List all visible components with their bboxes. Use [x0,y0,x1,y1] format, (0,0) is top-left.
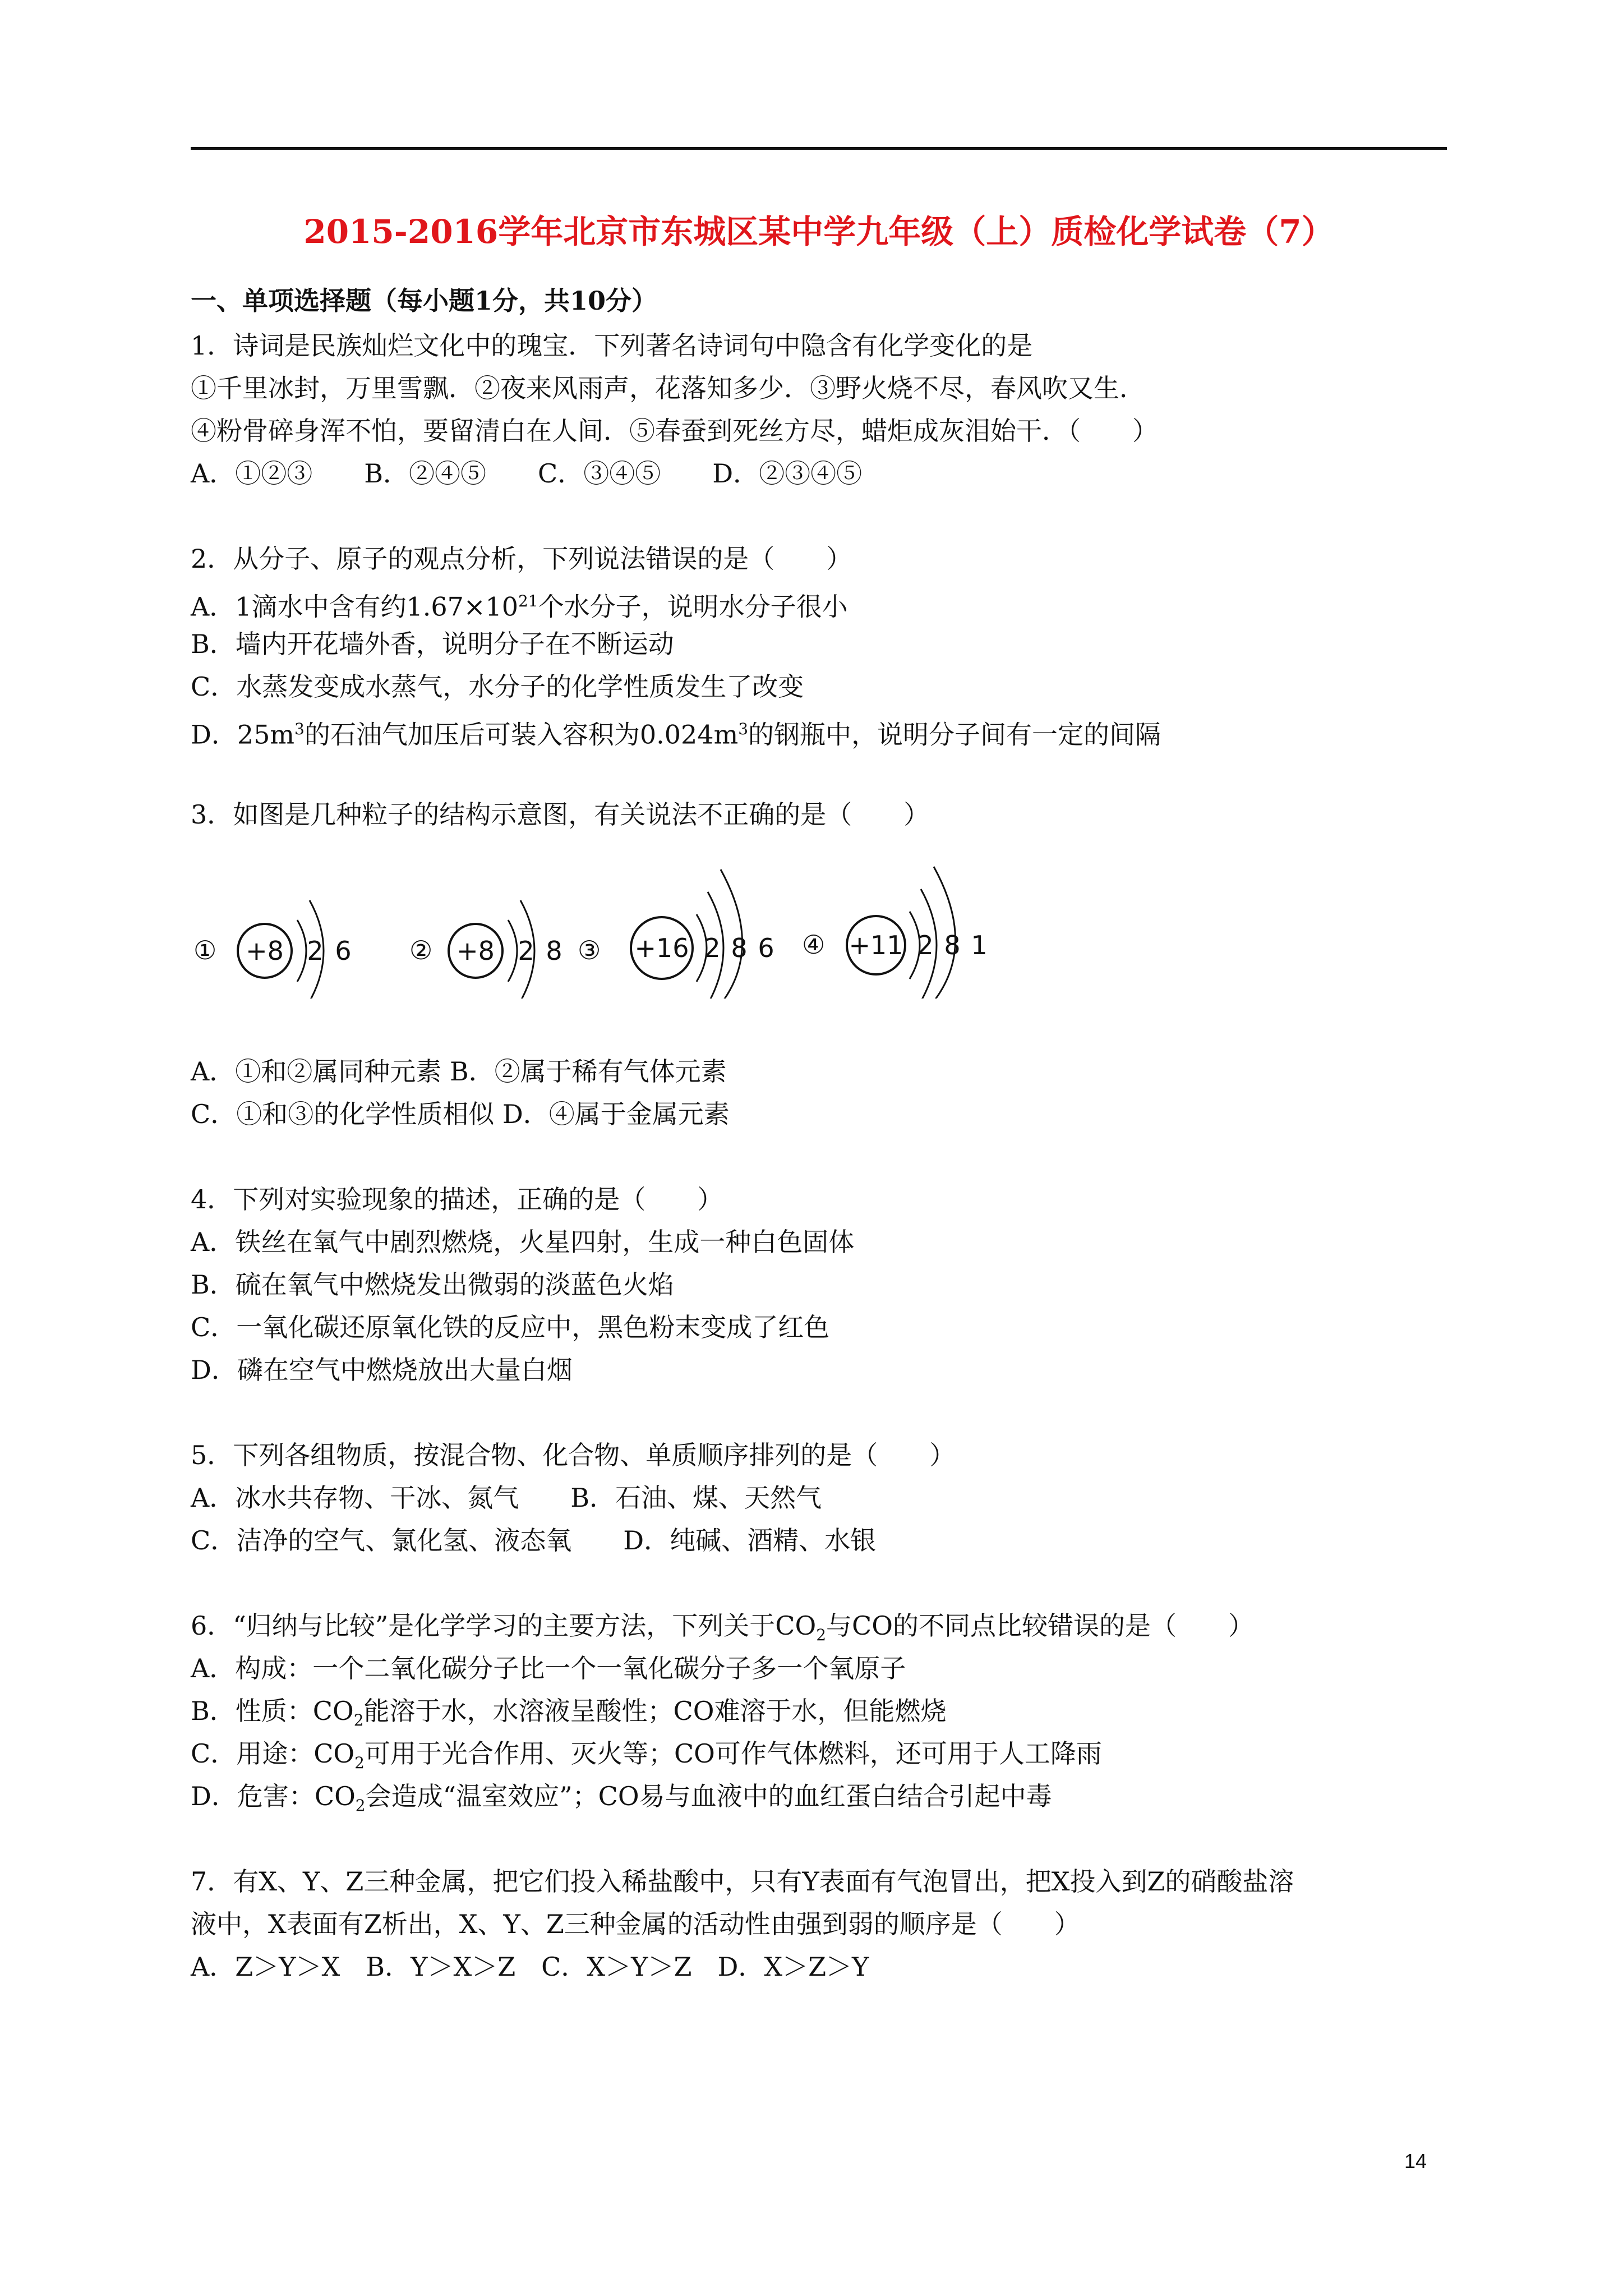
particle-4-shell-1: 2 [917,930,934,960]
q4-option-b: B．硫在氧气中燃烧发出微弱的淡蓝色火焰 [191,1269,674,1300]
particle-1-shell-2: 6 [335,936,352,966]
particle-4-shell-2: 8 [944,930,961,960]
q3-stem: 3．如图是几种粒子的结构示意图，有关说法不正确的是（ ） [191,799,930,830]
q4-option-c: C．一氧化碳还原氧化铁的反应中，黑色粉末变成了红色 [191,1312,830,1342]
page-number: 14 [1404,2150,1427,2173]
section-heading: 一、单项选择题（每小题1分，共10分） [191,286,658,316]
particle-4 [802,867,988,999]
q4-option-a: A．铁丝在氧气中剧烈燃烧，火星四射，生成一种白色固体 [191,1227,855,1257]
q1-line-2: ①千里冰封，万里雪飘．②夜来风雨声，花落知多少．③野火烧不尽，春风吹又生． [191,373,1145,403]
particle-2-shell-2: 8 [546,936,562,966]
header-rule [191,147,1447,150]
q2-option-d: D．$25m^3$的石油气加压后可装入容积为$0.024m^3$的钢瓶中，说明分子间有一定的间隔 [191,719,1161,750]
q7-options: A．Z＞Y＞X B．Y＞X＞Z C．X＞Y＞Z D．X＞Z＞Y [191,1952,869,1982]
particle-4-nucleus: +11 [849,930,903,960]
q6-option-a: A．构成：一个二氧化碳分子比一个一氧化碳分子多一个氧原子 [191,1653,906,1683]
q2-option-a: A．1滴水中含有约$1.67\times 10^{21}$个水分子，说明水分子很小 [191,591,848,622]
particle-1-nucleus: +8 [246,936,284,966]
q6-option-c: C．用途：$CO_2$可用于光合作用、灭火等；CO可作气体燃料，还可用于人工降雨 [191,1738,1102,1773]
particle-2 [409,900,562,999]
q6-option-d: D．危害：$CO_2$会造成“温室效应”；CO易与血液中的血红蛋白结合引起中毒 [191,1781,1052,1815]
q3-options-cd: C．①和③的化学性质相似 D．④属于金属元素 [191,1099,730,1129]
particle-1-label: ① [193,935,217,965]
particle-3-shell-2: 8 [731,933,748,963]
q1-options: A．①②③ B．②④⑤ C．③④⑤ D．②③④⑤ [191,458,863,489]
q3-options-ab: A．①和②属同种元素 B．②属于稀有气体元素 [191,1056,727,1087]
particle-2-shell-1: 2 [518,936,534,966]
q1-stem: 1．诗词是民族灿烂文化中的瑰宝．下列著名诗词句中隐含有化学变化的是 [191,330,1033,361]
particle-4-shell-3: 1 [971,930,988,960]
q1-line-3: ④粉骨碎身浑不怕，要留清白在人间．⑤春蚕到死丝方尽，蜡炬成灰泪始干．（ ） [191,416,1158,446]
q6-stem: 6．“归纳与比较”是化学学习的主要方法，下列关于$CO_2$与CO的不同点比较错误的是（ ） [191,1611,1254,1645]
particle-2-nucleus: +8 [457,936,495,966]
particle-3 [578,869,774,999]
q5-stem: 5．下列各组物质，按混合物、化合物、单质顺序排列的是（ ） [191,1440,956,1470]
q2-option-b: B．墙内开花墙外香，说明分子在不断运动 [191,629,674,659]
particle-3-shell-3: 6 [758,933,774,963]
atomic-structure-diagram [191,841,998,999]
exam-title: 2015-2016学年北京市东城区某中学九年级（上）质检化学试卷（7） [303,213,1334,251]
particle-2-label: ② [409,935,433,965]
q4-stem: 4．下列对实验现象的描述，正确的是（ ） [191,1184,723,1214]
q4-option-d: D．磷在空气中燃烧放出大量白烟 [191,1355,573,1385]
particle-3-nucleus: +16 [634,933,689,963]
q7-stem-line-2: 液中，X表面有Z析出，X、Y、Z三种金属的活动性由强到弱的顺序是（ ） [191,1909,1080,1939]
q7-stem-line-1: 7．有X、Y、Z三种金属，把它们投入稀盐酸中，只有Y表面有气泡冒出，把X投入到Z的硝酸盐溶 [191,1866,1294,1897]
q2-option-c: C．水蒸发变成水蒸气，水分子的化学性质发生了改变 [191,671,804,702]
q2-stem: 2．从分子、原子的观点分析，下列说法错误的是（ ） [191,544,852,574]
q5-options-ab: A．冰水共存物、干冰、氮气 B．石油、煤、天然气 [191,1483,822,1513]
particle-1-shell-1: 2 [307,936,324,966]
q5-options-cd: C．洁净的空气、氯化氢、液态氧 D．纯碱、酒精、水银 [191,1525,877,1556]
particle-3-shell-1: 2 [704,933,721,963]
particle-4-label: ④ [802,930,826,960]
particle-1 [193,900,352,999]
particle-3-label: ③ [578,935,601,965]
q6-option-b: B．性质：$CO_2$能溶于水，水溶液呈酸性；CO难溶于水，但能燃烧 [191,1696,947,1730]
